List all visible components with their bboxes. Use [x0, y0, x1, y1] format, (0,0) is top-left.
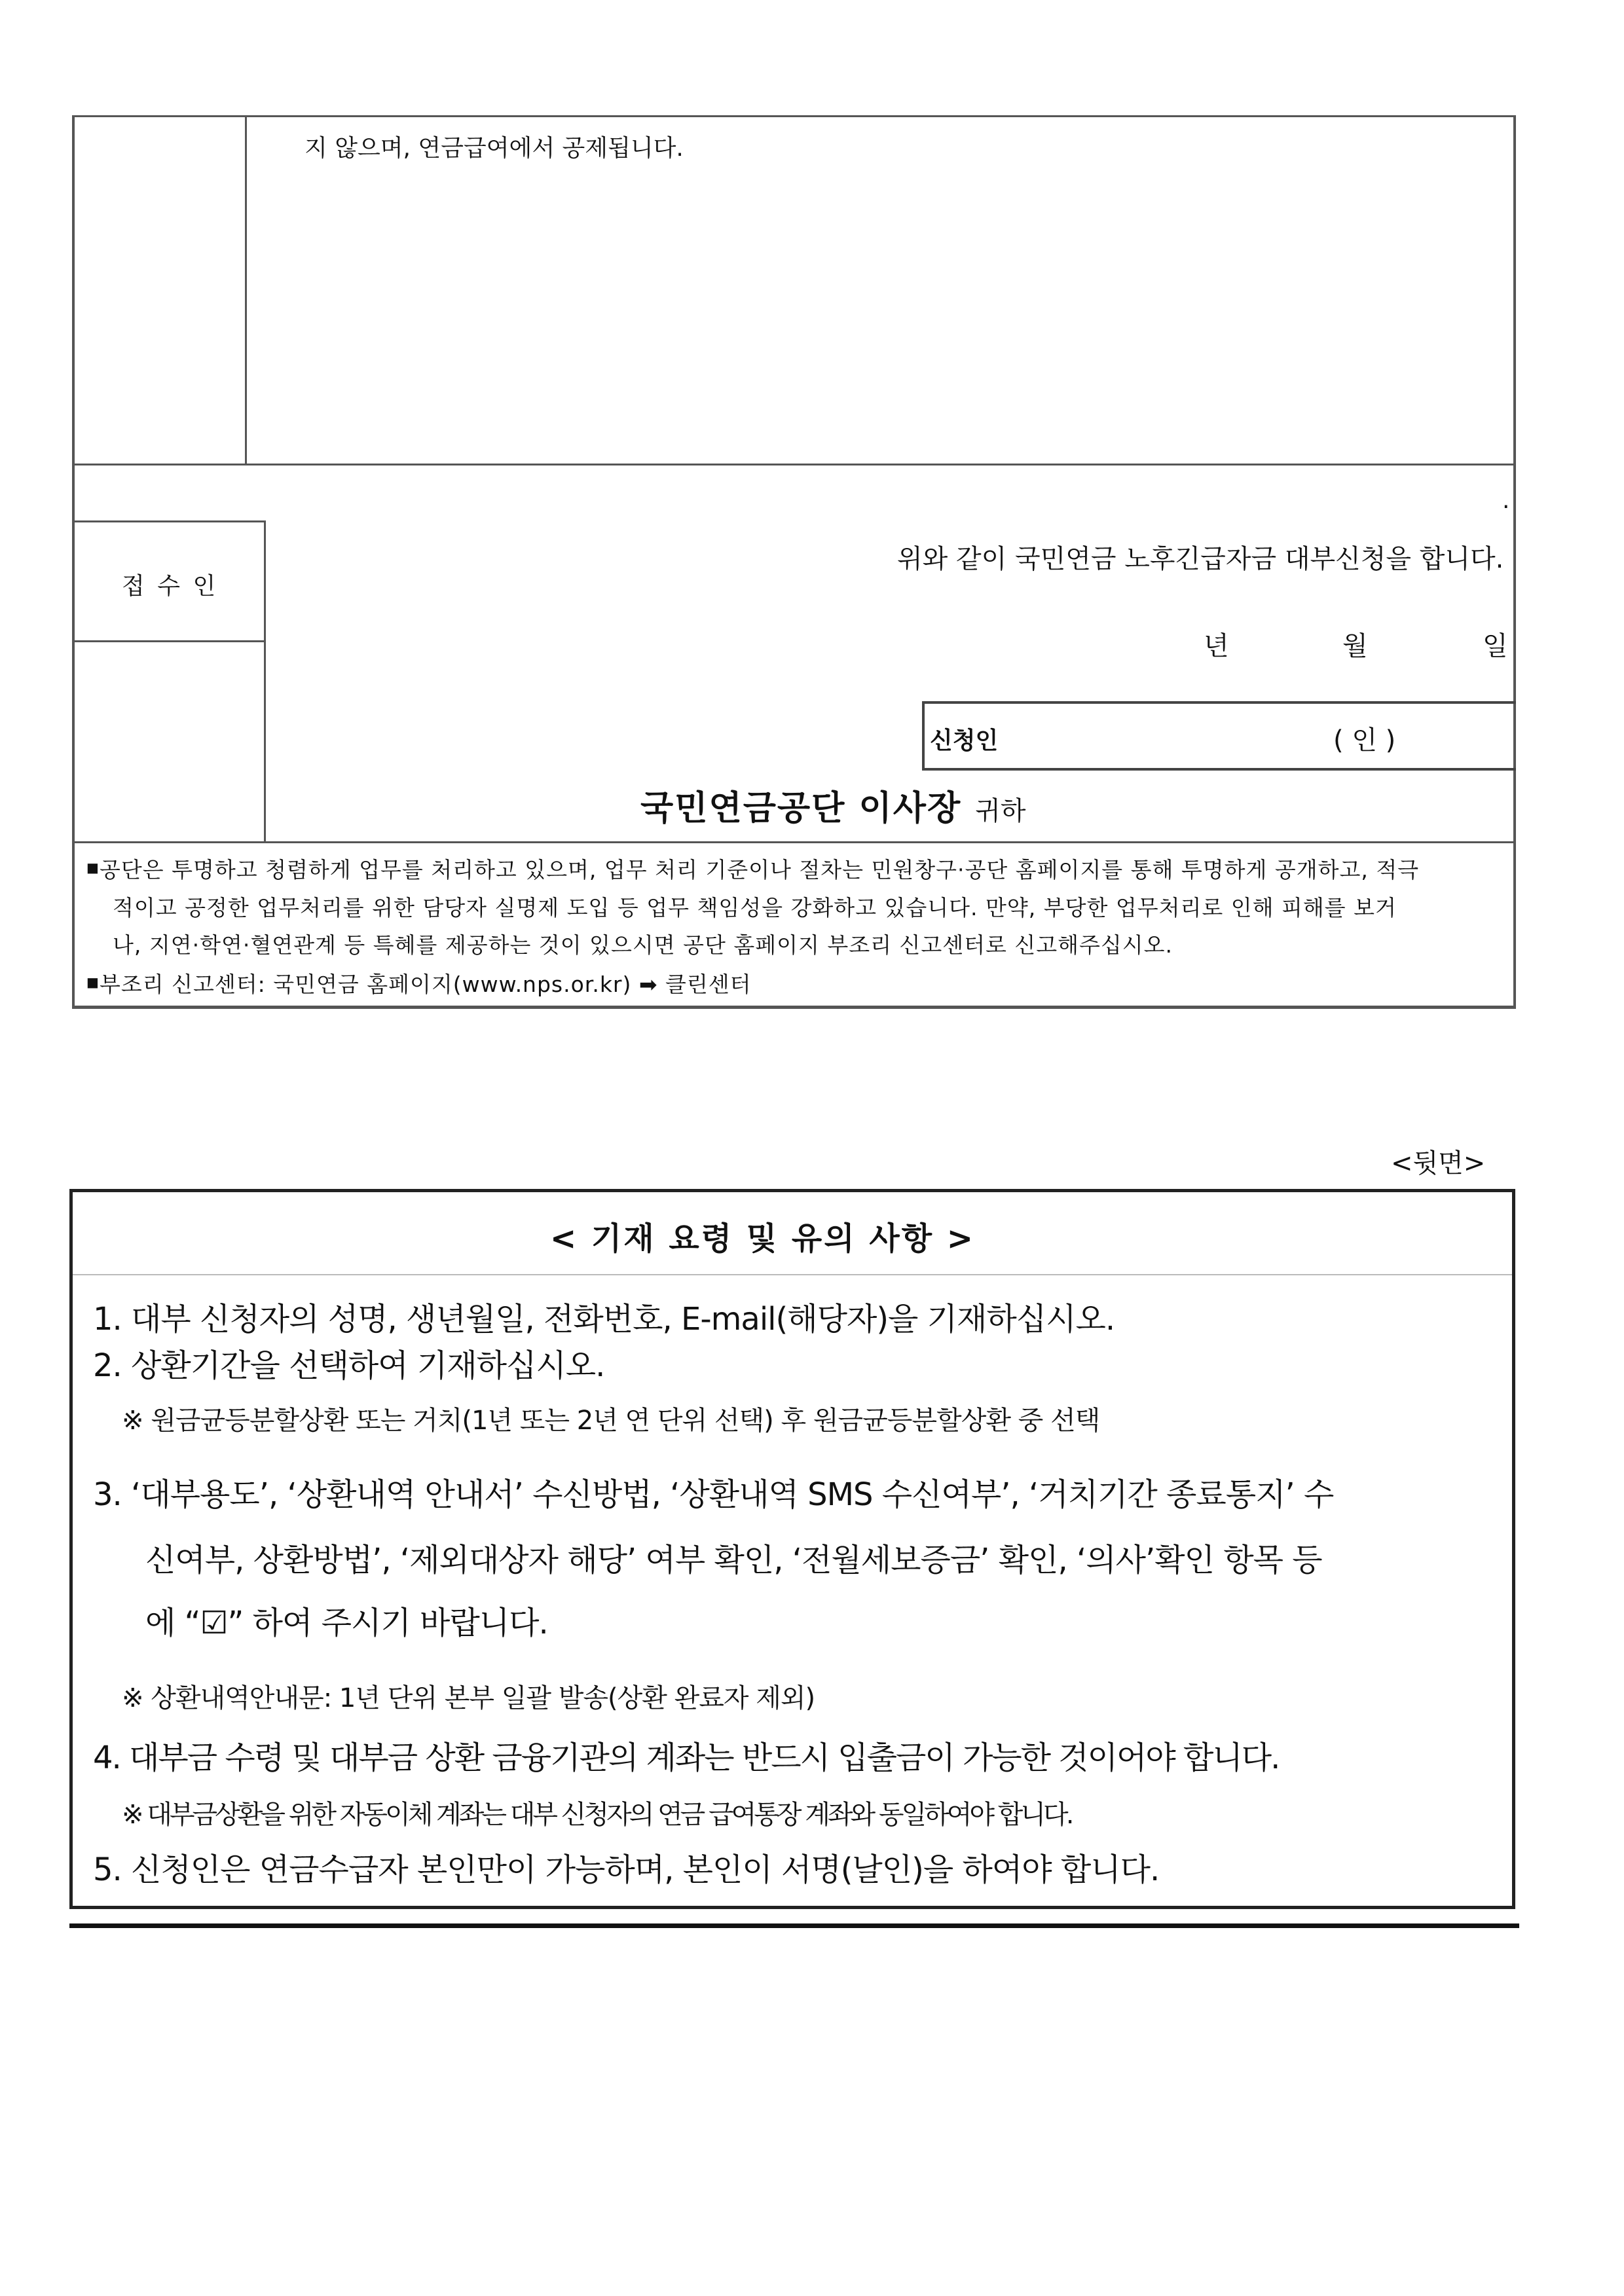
- instructions-title: < 기재 요령 및 유의 사항 >: [550, 1220, 976, 1257]
- instruction-item-1: 1. 대부 신청자의 성명, 생년월일, 전화번호, E-mail(해당자)을 기재하십시오.: [93, 1301, 1115, 1338]
- instruction-item-2: 2. 상환기간을 선택하여 기재하십시오.: [93, 1347, 605, 1384]
- date-year-label[interactable]: 년: [1204, 631, 1229, 661]
- notice-line-3: 나, 지연·학연·혈연관계 등 특혜를 제공하는 것이 있으시면 공단 홈페이지 부조리 신고센터로 신고해주십시오.: [113, 932, 1173, 958]
- instruction-note-4: ※ 대부금상환을 위한 자동이체 계좌는 대부 신청자의 연금 급여통장 계좌와 동일하여야 합니다.: [122, 1800, 1072, 1830]
- instruction-item-3-line-2: 신여부, 상환방법’, ‘제외대상자 해당’ 여부 확인, ‘전월세보증금’ 확인, ‘의사’확인 항목 등: [145, 1542, 1322, 1578]
- applicant-signature-box[interactable]: [922, 701, 1516, 771]
- instruction-item-4: 4. 대부금 수령 및 대부금 상환 금융기관의 계좌는 반드시 입출금이 가능한 것이어야 합니다.: [93, 1740, 1280, 1776]
- addressee-suffix: 귀하: [975, 796, 1026, 826]
- date-month-label[interactable]: 월: [1342, 631, 1368, 661]
- seal-label: ( 인 ): [1333, 725, 1396, 756]
- receiver-label: 접 수 인: [122, 573, 219, 600]
- bullet-icon: ■: [86, 974, 99, 990]
- back-side-label: <뒷면>: [1391, 1148, 1486, 1178]
- date-day-label[interactable]: 일: [1483, 631, 1508, 661]
- addressee: [640, 780, 1026, 829]
- instruction-item-5: 5. 신청인은 연금수급자 본인만이 가능하며, 본인이 서명(날인)을 하여야 합니다.: [93, 1851, 1160, 1888]
- report-center-line[interactable]: 부조리 신고센터: 국민연금 홈페이지(www.nps.or.kr) ➡ 클린센터: [100, 972, 752, 997]
- instruction-item-3-line-3: 에 “☑” 하여 주시기 바랍니다.: [145, 1605, 548, 1641]
- instruction-note-3: ※ 상환내역안내문: 1년 단위 본부 일괄 발송(상환 완료자 제외): [122, 1683, 815, 1713]
- addressee-title: 국민연금공단 이사장: [640, 789, 962, 828]
- instruction-item-3-line-1: 3. ‘대부용도’, ‘상환내역 안내서’ 수신방법, ‘상환내역 SMS 수신여부’, ‘거치기간 종료통지’ 수: [93, 1476, 1334, 1513]
- bullet-icon: ■: [86, 860, 99, 875]
- declaration-text: 위와 같이 국민연금 노후긴급자금 대부신청을 합니다.: [897, 544, 1504, 574]
- notice-line-2: 적이고 공정한 업무처리를 위한 담당자 실명제 도입 등 업무 책임성을 강화하고 있습니다. 만약, 부당한 업무처리로 인해 피해를 보거: [113, 895, 1397, 920]
- period-mark: .: [1502, 487, 1510, 514]
- instruction-note-2: ※ 원금균등분할상환 또는 거치(1년 또는 2년 연 단위 선택) 후 원금균등분할상환 중 선택: [122, 1406, 1100, 1436]
- notice-line-1: 공단은 투명하고 청렴하게 업무를 처리하고 있으며, 업무 처리 기준이나 절차는 민원창구·공단 홈페이지를 통해 투명하게 공개하고, 적극: [100, 857, 1420, 883]
- applicant-label: 신청인: [930, 727, 999, 754]
- top-cell-text: 지 않으며, 연금급여에서 공제됩니다.: [304, 135, 684, 162]
